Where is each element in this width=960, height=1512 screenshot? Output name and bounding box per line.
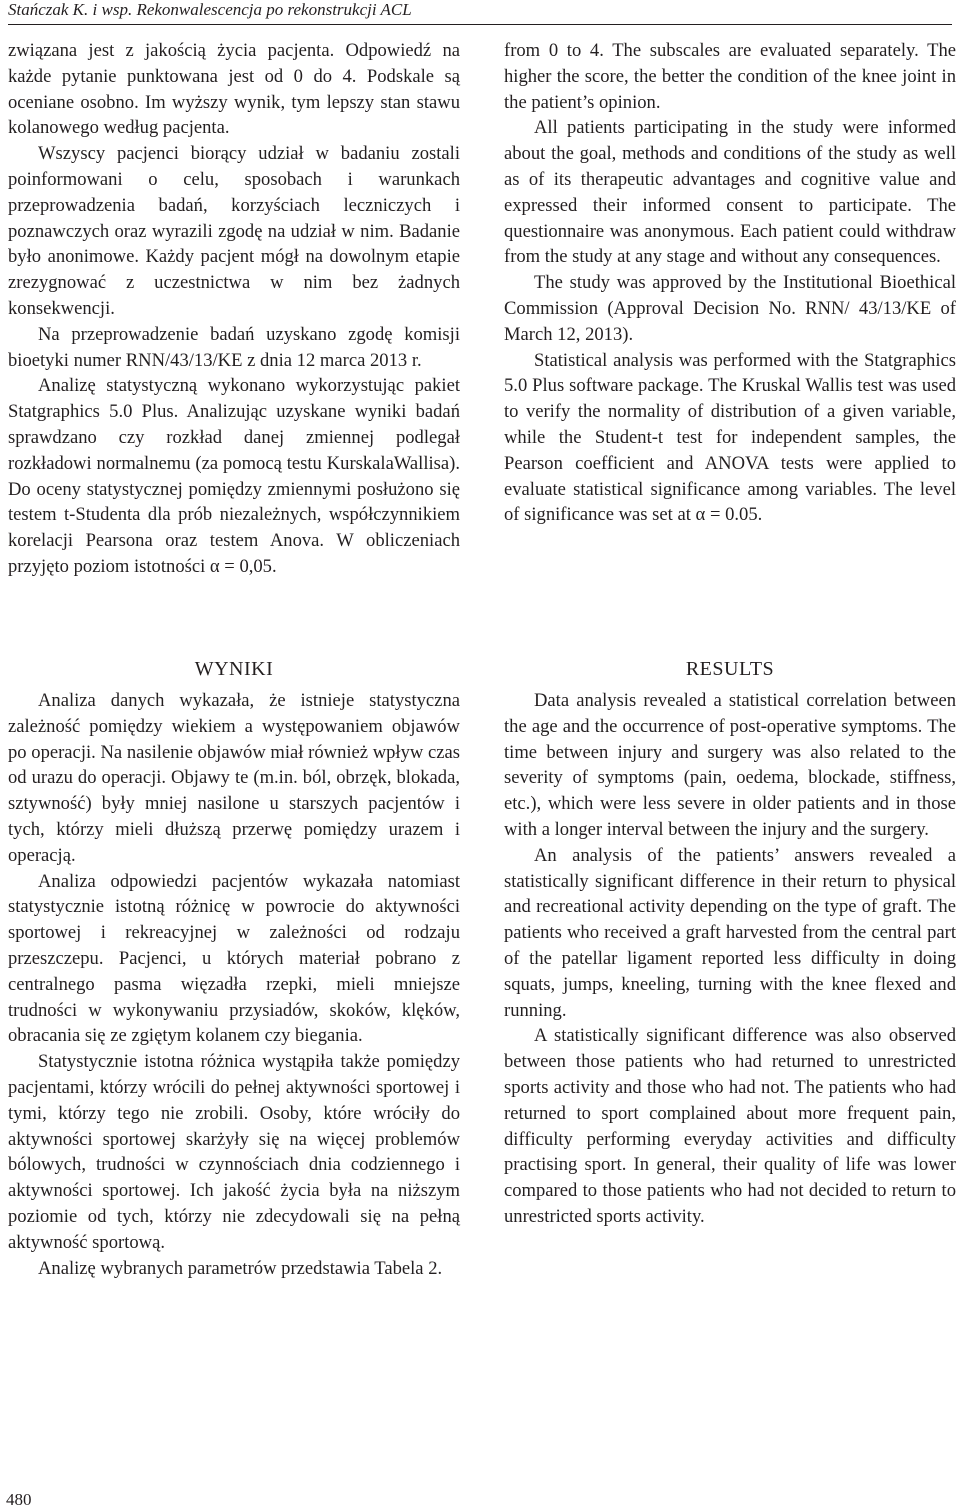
paragraph: Statistical analysis was performed with the Statgraphics 5.0 Plus software package. The Kruskal Wallis test was used to verify the normality of distribution of a given variable, while the Student-t test for independent samples, the Pearson coefficient and ANOVA tests were applied to evaluate statistical significance among variables. The level of significance was set at α = 0.05. xyxy=(504,349,956,526)
right-column-methods xyxy=(504,38,956,528)
paragraph: An analysis of the patients’ answers revealed a statistically significant difference in their return to physical and recreational activity depending on the type of graft. The patients who received a graft harvested from the central part of the patellar ligament reported less difficulty in doing squats, jumps, kneeling, turning with the knee flexed and running. xyxy=(504,844,956,1021)
section-heading-results: RESULTS xyxy=(685,658,775,680)
paragraph: Wszyscy pacjenci biorący udział w badaniu zostali poinformowani o celu, sposobach i warunkach przeprowadzenia badań, korzyściach leczniczych i poznawczych oraz wyrazili zgodę na udział w nim. Badanie było anonimowe. Każdy pacjent mógł na dowolnym etapie zrezygnować z uczestnictwa w nim bez żadnych konsekwencji. xyxy=(8,143,460,319)
paragraph: Analiza odpowiedzi pacjentów wykazała natomiast statystycznie istotną różnicę w powrocie do aktywności sportowej i rekreacyjnej w zależności od rodzaju przeszczepu. Pacjenci, u których materiał pobrano z centralnego pasma więzadła rzepki, mieli mniejsze trudności w wykonywaniu przysiadów, skoków, klęków, obracania się ze zgiętym kolanem czy biegania. xyxy=(8,870,460,1047)
paragraph: A statistically significant difference was also observed between those patients who had returned to unrestricted sports activity and those who had not. The patients who had returned to sport complained about more frequent pain, difficulty performing everyday activities and difficulty practising sport. In general, their quality of life was lower compared to those patients who had not decided to return to unrestricted sports activity. xyxy=(504,1025,956,1227)
left-column-methods xyxy=(8,38,460,580)
page-number: 480 xyxy=(6,1490,32,1509)
section-heading-wyniki: WYNIKI xyxy=(194,658,274,680)
paragraph: Analizę statystyczną wykonano wykorzystując pakiet Statgraphics 5.0 Plus. Analizując uzyskane wyniki badań sprawdzano czy rozkład danej zmiennej podlegał rozkładowi normalnemu (za pomocą testu KurskalaWallisa). Do oceny statystycznej pomiędzy zmiennymi posłużono się testem t-Studenta dla prób niezależnych, współczynnikiem korelacji Pearsona oraz testem Anova. W obliczeniach przyjęto poziom istotności α = 0,05. xyxy=(8,375,460,577)
paragraph: All patients participating in the study were informed about the goal, methods and conditions of the study as well as of its therapeutic advantages and cognitive value and expressed their informed consent to participate. The questionnaire was anonymous. Each patient could withdraw from the study at any stage and without any consequences. xyxy=(504,117,956,268)
paragraph: from 0 to 4. The subscales are evaluated separately. The higher the score, the better the condition of the knee joint in the patient’s opinion. xyxy=(504,40,956,113)
right-column-results xyxy=(504,656,956,1230)
paragraph: Data analysis revealed a statistical correlation between the age and the occurrence of post-operative symptoms. The time between injury and surgery was also related to the severity of symptoms (pain, oedema, blockade, stiffness, etc.), which were less severe in older patients and in those with a longer interval between the injury and the surgery. xyxy=(504,690,956,840)
left-column-results xyxy=(8,656,460,1281)
running-head: Stańczak K. i wsp. Rekonwalescencja po rekonstrukcji ACL xyxy=(8,0,952,25)
paragraph: Na przeprowadzenie badań uzyskano zgodę komisji bioetyki numer RNN/43/13/KE z dnia 12 marca 2013 r. xyxy=(8,323,460,371)
paragraph: Analiza danych wykazała, że istnieje statystyczna zależność pomiędzy wiekiem a występowaniem objawów po operacji. Na nasilenie objawów miał również wpływ czas od urazu do operacji. Objawy te (m.in. ból, obrzęk, blokada, sztywność) były mniej nasilone u starszych pacjentów i tych, którzy mieli dłuższą przerwę pomiędzy urazem i operacją. xyxy=(8,690,460,866)
paragraph: związana jest z jakością życia pacjenta. Odpowiedź na każde pytanie punktowana jest od 0 do 4. Podskale są oceniane osobno. Im wyższy wynik, tym lepszy stan stawu kolanowego według pacjenta. xyxy=(8,40,460,139)
paragraph: The study was approved by the Institutional Bioethical Commission (Approval Decision No. RNN/ 43/13/KE of March 12, 2013). xyxy=(504,272,956,345)
paragraph: Analizę wybranych parametrów przedstawia Tabela 2. xyxy=(38,1257,443,1279)
paragraph: Statystycznie istotna różnica wystąpiła także pomiędzy pacjentami, którzy wrócili do pełnej aktywności sportowej i tymi, którzy tego nie zrobili. Osoby, które wróciły do aktywności sportowej skarżyły się na więcej problemów bólowych, trudności w czynnościach dnia codziennego i aktywności sportowej. Ich jakość życia była na niższym poziomie od tych, którzy nie zdecydowali się na pełną aktywność sportową. xyxy=(8,1051,460,1253)
